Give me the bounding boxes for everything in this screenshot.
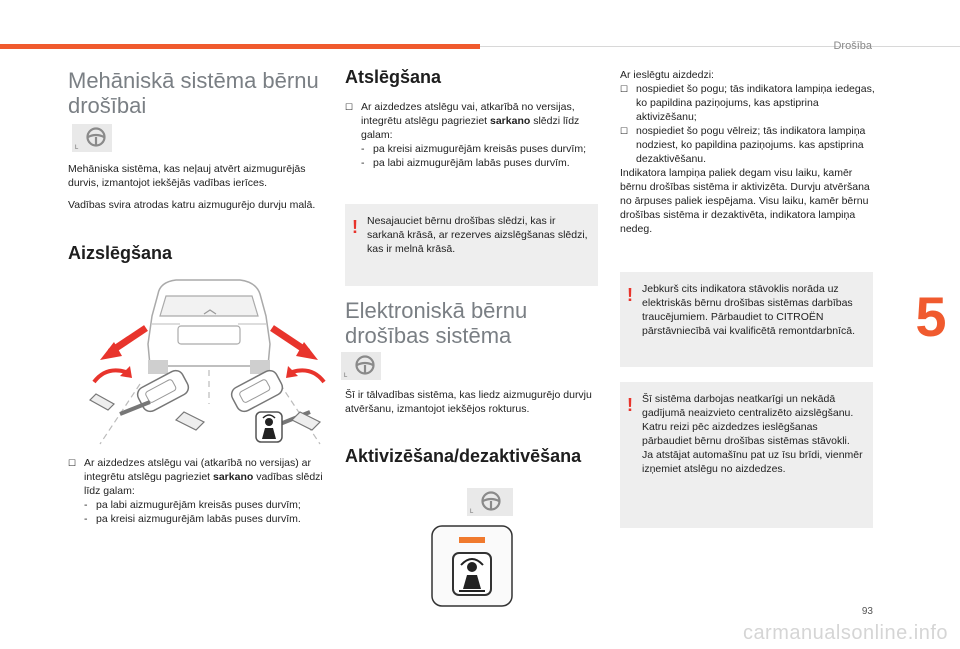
checkbox-bullet-icon: ☐: [620, 84, 629, 94]
checkbox-bullet-icon: ☐: [620, 126, 629, 136]
activate-bullet: ☐ nospiediet šo pogu; tās indikatora lampiņa iedegas, ko papildina paziņojums, kas apstiprina aktivizēšanu;: [620, 83, 875, 123]
activation-heading: Aktivizēšana/dezaktivēšana: [345, 446, 582, 466]
ignition-intro: Ar ieslēgtu aizdedzi:: [620, 69, 714, 81]
warning-box-switch: ! Nesajauciet bērnu drošības slēdzi, kas ir sarkanā krāsā, ar rezerves aizslēgšanas slēdzi, kas ir melnā krāsā.: [345, 204, 598, 286]
header-divider: [480, 46, 960, 47]
warning-box-independent: ! Šī sistēma darbojas neatkarīgi un nekādā gadījumā neaizvieto centralizēto aizslēgšanu. Katru reizi pēc aizdedzes ieslēgšanas pārbaudiet bērnu drošības sistēmas stāvokli. Ja atstājat automašīnu pat uz īsu brīdi, vienmēr izņemiet atslēgu no aizdedzes.: [620, 382, 873, 528]
steering-wheel-icon: [85, 126, 107, 148]
warning-exclamation-icon: !: [627, 395, 633, 415]
car-lock-illustration: [80, 274, 338, 446]
watermark: carmanualsonline.info: [742, 622, 948, 644]
warning-box-malfunction: ! Jebkurš cits indikatora stāvoklis norāda uz elektriskās bērnu drošības sistēmas darbības traucējumiem. Pārbaudiet to CITROËN pārstāvniecībā vai kvalificētā remontdarbnīcā.: [620, 272, 873, 367]
lock-sub-item: - pa kreisi aizmugurējām labās puses durvīm.: [84, 513, 301, 525]
unlock-sub-item: - pa kreisi aizmugurējām kreisās puses durvīm;: [361, 143, 586, 155]
section-label: Drošība: [833, 40, 872, 52]
steering-wheel-tag: L: [72, 124, 112, 152]
unlock-bullet: ☐ Ar aizdedzes atslēgu vai, atkarībā no versijas, integrētu atslēgu pagrieziet sarkano slēdzi līdz galam:: [345, 101, 580, 141]
child-lock-badge-icon: [256, 412, 282, 442]
steering-wheel-tag: L: [467, 488, 513, 516]
steering-wheel-icon: [480, 490, 502, 512]
checkbox-bullet-icon: ☐: [68, 458, 77, 468]
unlock-heading: Atslēgšana: [345, 67, 442, 87]
electronic-title: Elektroniskā bērnu drošības sistēma: [345, 298, 528, 348]
indicator-desc: Indikatora lampiņa paliek degam visu laiku, kamēr bērnu drošības sistēma ir aktivizēta. Durvju atvēršana no ārpuses paliek iespējama. Visu laiku, kamēr bērnu drošības sistēma ir dezaktivēta, indikatora lampiņa nedeg.: [620, 167, 870, 235]
checkbox-bullet-icon: ☐: [345, 102, 354, 112]
unlock-instructions: [345, 100, 590, 170]
child-lock-button: [431, 525, 513, 607]
unlock-sub-item: - pa labi aizmugurējām labās puses durvīm.: [361, 157, 570, 169]
mechanical-title: Mehāniskā sistēma bērnu drošībai: [68, 68, 319, 118]
deactivate-bullet: ☐ nospiediet šo pogu vēlreiz; tās indikatora lampiņa nodziest, ko papildina paziņojums. kas apstiprina dezaktivēšanu.: [620, 125, 866, 165]
lock-heading: Aizslēgšana: [68, 243, 173, 263]
lever-location: Vadības svira atrodas katru aizmugurējo durvju malā.: [68, 199, 316, 211]
chapter-number: 5: [915, 285, 947, 348]
mechanical-desc: Mehāniska sistēma, kas neļauj atvērt aizmugurējās durvis, izmantojot iekšējās vadības ierīces.: [68, 163, 306, 189]
lock-instructions: [68, 456, 330, 526]
electronic-desc: Šī ir tālvadības sistēma, kas liedz aizmugurējo durvju atvēršanu, izmantojot iekšējos rokturus.: [345, 389, 592, 415]
lock-bullet: ☐ Ar aizdedzes atslēgu vai (atkarībā no versijas) ar integrētu atslēgu pagrieziet sarkano vadības slēdzi līdz galam:: [68, 457, 323, 497]
steering-wheel-icon: [354, 354, 376, 376]
page-number: 93: [861, 606, 873, 617]
warning-exclamation-icon: !: [352, 217, 358, 237]
header-accent-bar: [0, 44, 480, 49]
lock-sub-item: - pa labi aizmugurējām kreisās puses durvīm;: [84, 499, 301, 511]
warning-exclamation-icon: !: [627, 285, 633, 305]
steering-wheel-tag: L: [341, 352, 381, 380]
activation-steps: [620, 68, 875, 236]
chapter-tab: [902, 286, 960, 348]
